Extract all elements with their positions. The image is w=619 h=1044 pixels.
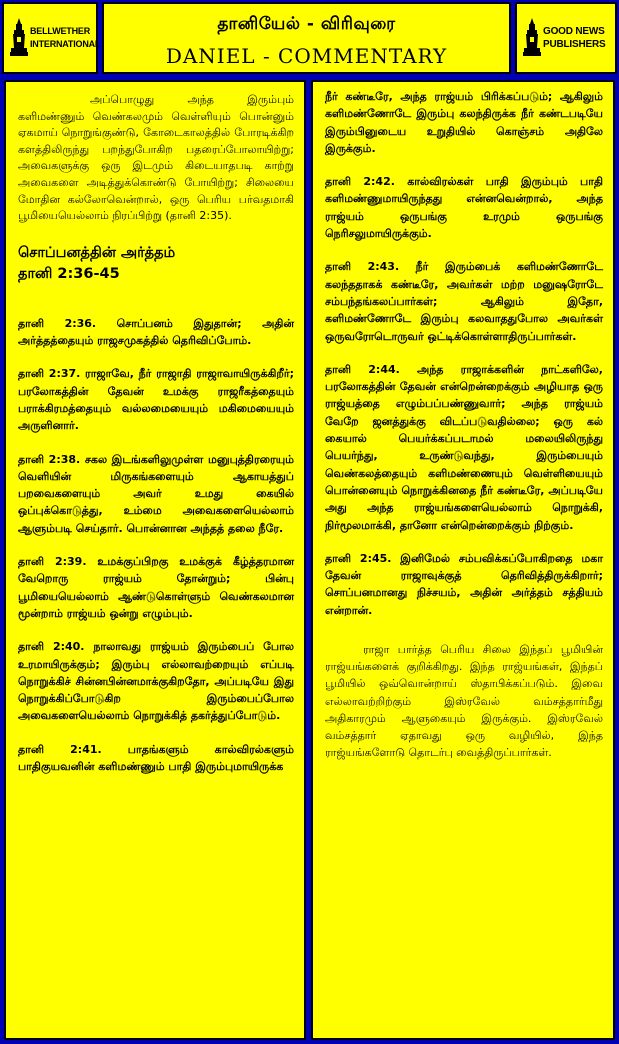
left-column — [4, 80, 306, 1040]
section-title-line1: சொப்பனத்தின் அர்த்தம் — [18, 244, 176, 261]
page-title-tamil: தானியேல் - விரிவுரை — [217, 14, 396, 34]
bellwether-name: BELLWETHER — [30, 26, 90, 36]
section-title — [18, 243, 294, 285]
good-news-logo-box — [515, 2, 617, 74]
good-news-name: GOOD NEWS — [543, 26, 605, 37]
verse-2-38: தானி 2:38. சகல இடங்களிலுமுள்ள மனுபுத்திரரையும் வெளியின் மிருகங்களையும் ஆகாயத்துப் பறவைகளையும் அவர் உமது கையில் ஒப்புக்கொடுத்து, உம்மை அவைகளையெல்லாம் ஆளும்படி செய்தார். பொன்னான அந்தத் தலை நீரே. — [18, 452, 294, 535]
verse-2-45: தானி 2:45. இனிமேல் சம்பவிக்கப்போகிறதை மகா தேவன் ராஜாவுக்குத் தெரிவித்திருக்கிறார்; சொப்பனமானது நிச்சயம், அதின் அர்த்தம் சத்தியம் என்றான். — [325, 551, 603, 617]
verse-2-42: தானி 2:42. கால்விரல்கள் பாதி இரும்பும் பாதி களிமண்ணுமாயிருந்தது என்னவென்றால், அந்த ராஜ்யம் ஒருபங்கு உரமும் ஒருபங்கு நெரிசலுமாயிருக்கும். — [325, 175, 603, 241]
right-column — [311, 80, 615, 1040]
verse-2-39: தானி 2:39. உமக்குப்பிறகு உமக்குக் கீழ்த்தரமான வேறொரு ராஜ்யம் தோன்றும்; பின்பு பூமியையெல்லாம் ஆண்டுகொள்ளும் வெண்கலமான மூன்றாம் ராஜ்யம் ஒன்று எழும்பும். — [18, 555, 294, 620]
good-news-subname: PUBLISHERS — [543, 39, 606, 50]
closing-paragraph: ராஜா பார்த்த பெரிய சிலை இந்தப் பூமியின் ராஜ்யங்களைக் குறிக்கிறது. இந்த ராஜ்யங்கள், இந்தப் பூமியில் ஒவ்வொன்றாய் ஸ்தாபிக்கப்படும். இவை எல்லாவற்றிற்கும் இஸ்ரவேல் வம்சத்தார்மீது அதிகாரமும் ஆளுகையும் இருக்கும். இஸ்ரவேல் வம்சத்தார் ஏதாவது ஒரு வழியில், இந்த ராஜ்யங்களோடு தொடர்பு வைத்திருப்பார்கள். — [325, 643, 603, 760]
bellwether-subname: INTERNATIONAL — [30, 39, 101, 49]
section-title-line2: தானி 2:36-45 — [18, 265, 120, 282]
verse-2-44: தானி 2:44. அந்த ராஜாக்களின் நாட்களிலே, பரலோகத்தின் தேவன் என்றென்றைக்கும் அழியாத ஒரு ராஜ்யத்தை எழும்பப்பண்ணுவார்; அந்த ராஜ்யம் வேறே ஜனத்துக்கு விடப்படுவதில்லை; ஒரு கல் கையால் பெயர்க்கப்படாமல் மலையிலிருந்து பெயர்ந்து, உருண்டுவந்து, இரும்பையும் வெண்கலத்தையும் களிமண்ணையும் வெள்ளியையும் பொன்னையும் நொறுக்கினதை நீர் கண்டீரே, அப்படியே அது அந்த ராஜ்யங்களையெல்லாம் நொறுக்கி, நிர்மூலமாக்கி, தானோ என்றென்றைக்கும் நிற்கும். — [325, 362, 603, 532]
page-title-english: DANIEL - COMMENTARY — [165, 44, 448, 68]
verse-2-41-continued: நீர் கண்டீரே, அந்த ராஜ்யம் பிரிக்கப்படும்; ஆகிலும் களிமண்ணோடே இரும்பு கலந்திருக்க நீர் கண்டபடியே இரும்பினுடைய உறுதியில் கொஞ்சம் அதிலே இருக்கும். — [325, 90, 603, 155]
verse-2-36: தானி 2:36. சொப்பனம் இதுதான்; அதின் அர்த்தத்தையும் ராஜசமுகத்தில் தெரிவிப்போம். — [18, 316, 294, 348]
intro-paragraph: அப்பொழுது அந்த இரும்பும் களிமண்ணும் வெண்கலமும் வெள்ளியும் பொன்னும் ஏகமாய் நொறுங்குண்டு, கோடைகாலத்தில் போரடிக்கிற களத்திலிருந்து பறந்துபோகிற பதரைப்போலாயிற்று; அவைகளுக்கு ஒரு இடமும் கிடையாதபடி காற்று அவைகளை அடித்துக்கொண்டு போயிற்று; சிலையை மோதின கல்லோவென்றால், ஒரு பெரிய பர்வதமாகி பூமியையெல்லாம் நிரப்பிற்று (தானி 2:35). — [18, 93, 294, 223]
title-box — [102, 2, 511, 74]
bell-tower-icon — [10, 18, 28, 58]
verse-2-37: தானி 2:37. ராஜாவே, நீர் ராஜாதி ராஜாவாயிருக்கிறீர்; பரலோகத்தின் தேவன் உமக்கு ராஜரீகத்தையும் பராக்கிரமத்தையும் வல்லமையையும் மகிமையையும் அருளினார். — [18, 367, 294, 433]
bellwether-logo — [4, 4, 101, 72]
header — [2, 2, 617, 74]
bellwether-logo-box — [2, 2, 101, 74]
verse-2-43: தானி 2:43. நீர் இரும்பைக் களிமண்ணோடே கலந்ததாகக் கண்டீரே, அவர்கள் மற்ற மனுஷரோடே சம்பந்தங்கலப்பார்கள்; ஆகிலும் இதோ, களிமண்ணோடே இரும்பு கலவாததுபோல அவர்கள் ஒருவரோடொருவர் ஒட்டிக்கொள்ளாதிருப்பார்கள். — [325, 260, 603, 343]
good-news-logo — [517, 4, 615, 72]
verse-2-41-start: தானி 2:41. பாதங்களும் கால்விரல்களும் பாதிகுயவனின் களிமண்ணும் பாதி இரும்புமாயிருக்க — [18, 742, 294, 773]
verse-2-40: தானி 2:40. நாலாவது ராஜ்யம் இரும்பைப் போல உரமாயிருக்கும்; இரும்பு எல்லாவற்றையும் எப்படி நொறுக்கிச் சின்னபின்னமாக்குகிறதோ, அப்படியே இது நொறுக்கிப்போடுகிற இரும்பைப்போல அவைகளையெல்லாம் நொறுக்கித் தகர்த்துப்போடும். — [18, 640, 294, 723]
bell-tower-icon — [523, 18, 541, 58]
